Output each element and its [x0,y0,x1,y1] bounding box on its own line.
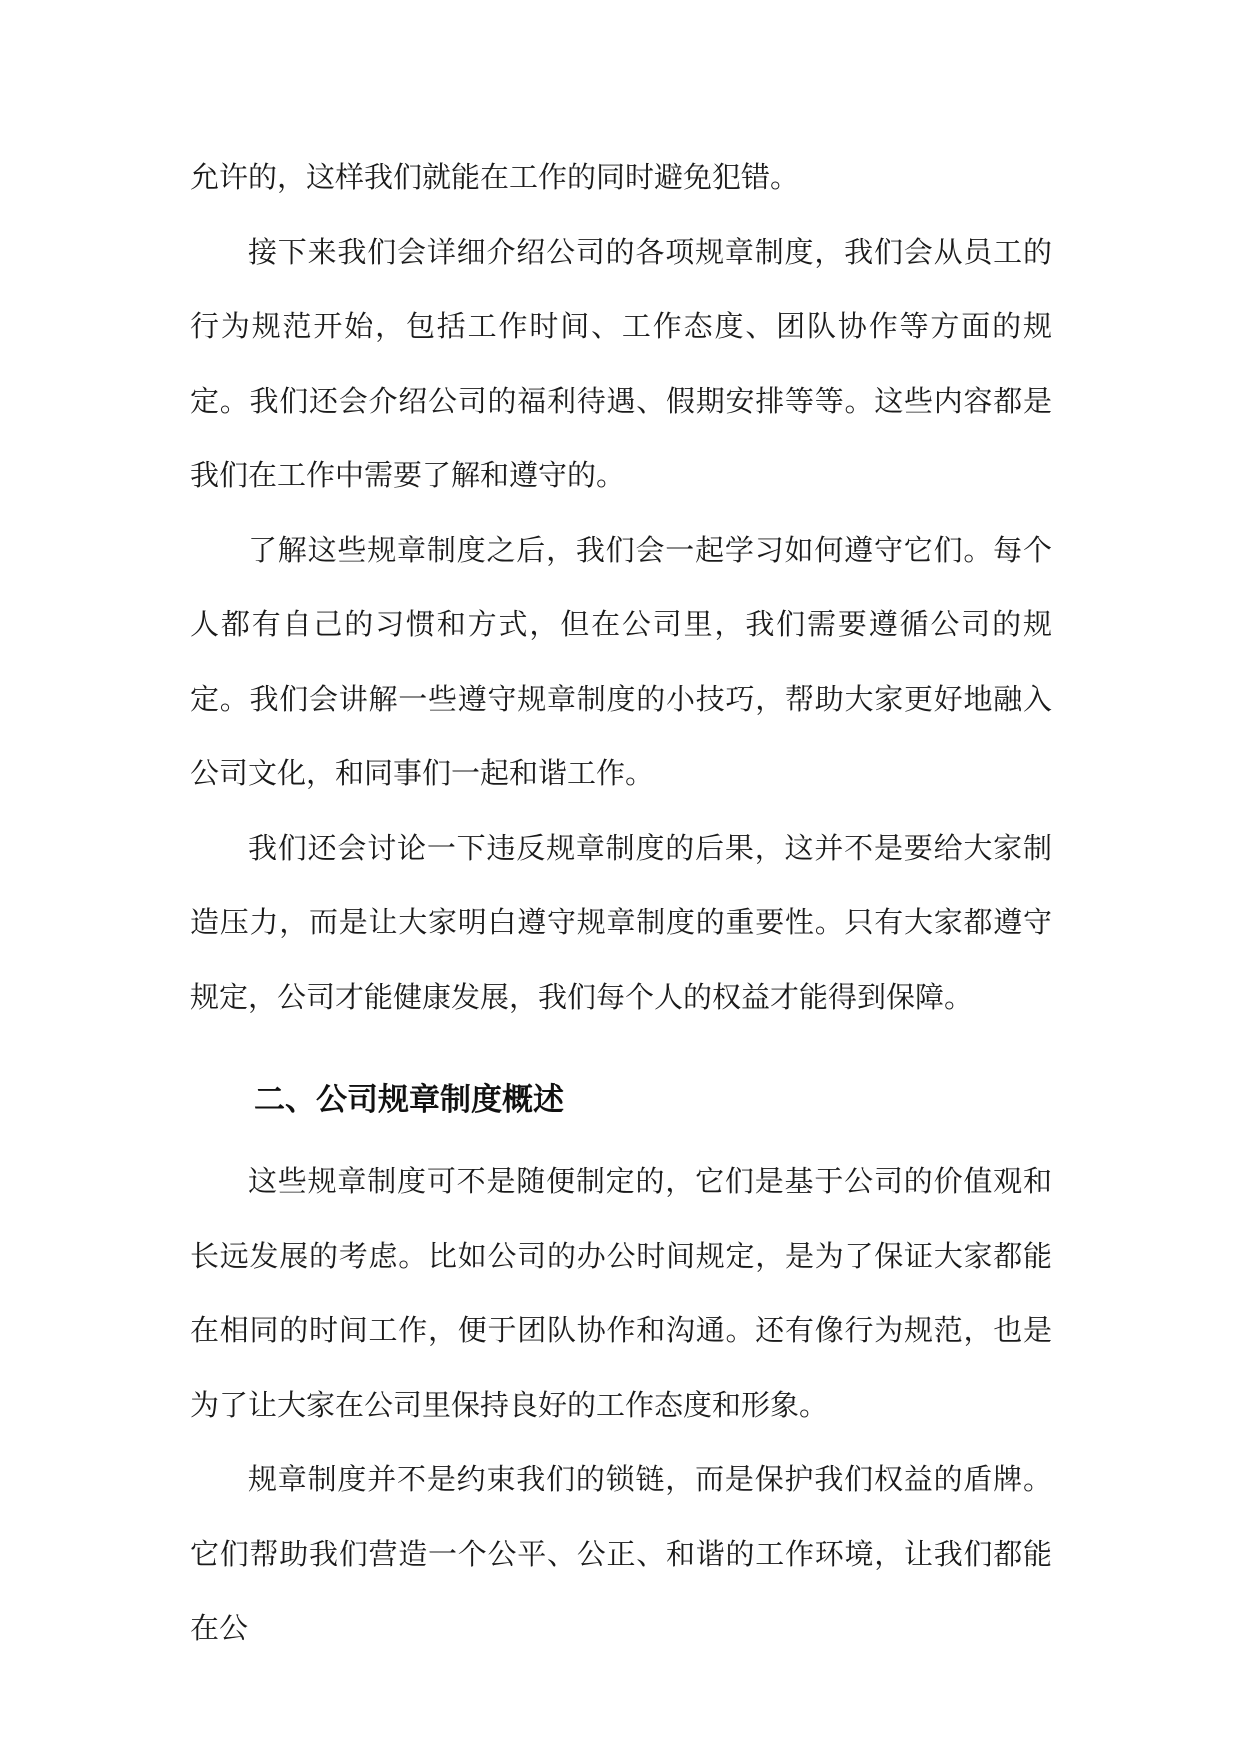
paragraph-rules-purpose: 这些规章制度可不是随便制定的，它们是基于公司的价值观和长远发展的考虑。比如公司的办公时间规定，是为了保证大家都能在相同的时间工作，便于团队协作和沟通。还有像行为规范，也是为了让大家在公司里保持良好的工作态度和形象。 [190,1164,1052,1422]
document-body [190,140,1052,1666]
paragraph-consequences: 我们还会讨论一下违反规章制度的后果，这并不是要给大家制造压力，而是让大家明白遵守规章制度的重要性。只有大家都遵守规定，公司才能健康发展，我们每个人的权益才能得到保障。 [190,830,1052,1014]
paragraph-continuation: 允许的，这样我们就能在工作的同时避免犯错。 [190,160,800,194]
paragraph-introduction-of-rules: 接下来我们会详细介绍公司的各项规章制度，我们会从员工的行为规范开始，包括工作时间、工作态度、团队协作等方面的规定。我们还会介绍公司的福利待遇、假期安排等等。这些内容都是我们在工作中需要了解和遵守的。 [190,234,1052,492]
paragraph-how-to-comply: 了解这些规章制度之后，我们会一起学习如何遵守它们。每个人都有自己的习惯和方式，但在公司里，我们需要遵循公司的规定。我们会讲解一些遵守规章制度的小技巧，帮助大家更好地融入公司文化，和同事们一起和谐工作。 [190,532,1052,790]
paragraph-rules-as-shield: 规章制度并不是约束我们的锁链，而是保护我们权益的盾牌。它们帮助我们营造一个公平、公正、和谐的工作环境，让我们都能在公 [190,1462,1052,1645]
section-heading: 二、公司规章制度概述 [254,1082,564,1118]
